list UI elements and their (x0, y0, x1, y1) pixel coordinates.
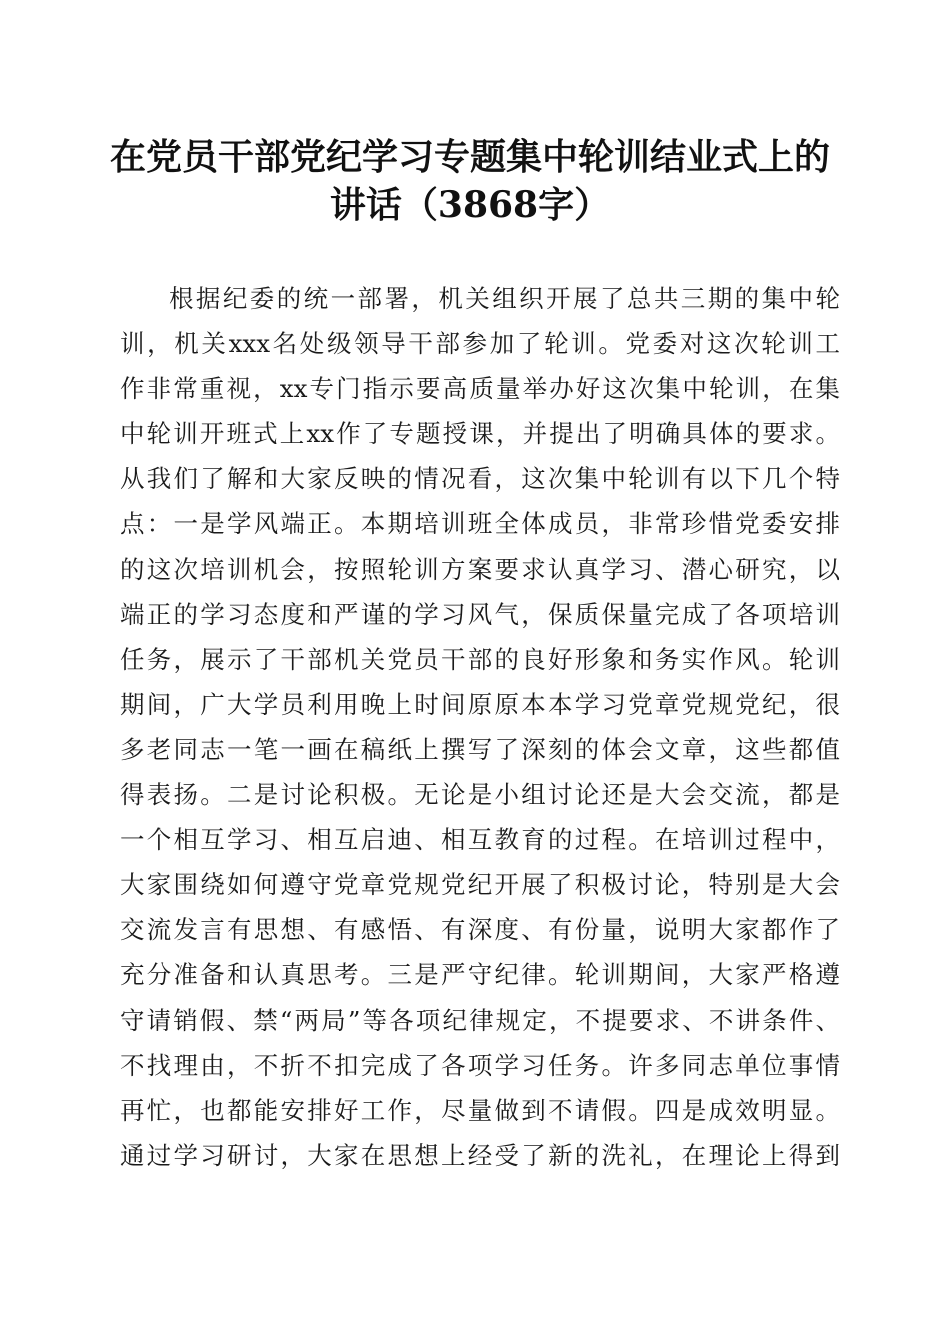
title-line-1: 在党员干部党纪学习专题集中轮训结业式上的 (109, 136, 830, 178)
body-line: 多老同志一笔一画在稿纸上撰写了深刻的体会文章，这些都值 (120, 734, 840, 764)
body-line: 交流发言有思想、有感悟、有深度、有份量，说明大家都作了 (120, 915, 840, 945)
body-line: 点：一是学风端正。本期培训班全体成员，非常珍惜党委安排 (120, 509, 840, 539)
body-line: 中轮训开班式上xx作了专题授课，并提出了明确具体的要求。 (120, 419, 840, 449)
body-line: 再忙，也都能安排好工作，尽量做到不请假。四是成效明显。 (120, 1095, 840, 1125)
body-line: 端正的学习态度和严谨的学习风气，保质保量完成了各项培训 (120, 599, 840, 629)
body-line: 根据纪委的统一部署，机关组织开展了总共三期的集中轮 (169, 284, 840, 313)
body-line: 不找理由，不折不扣完成了各项学习任务。许多同志单位事情 (120, 1050, 840, 1080)
body-line: 作非常重视，xx专门指示要高质量举办好这次集中轮训，在集 (120, 374, 840, 404)
body-line: 通过学习研讨，大家在思想上经受了新的洗礼，在理论上得到 (120, 1140, 840, 1170)
body-line: 任务，展示了干部机关党员干部的良好形象和务实作风。轮训 (120, 644, 840, 674)
body-line: 守请销假、禁“两局”等各项纪律规定，不提要求、不讲条件、 (120, 1005, 840, 1035)
body-line: 期间，广大学员利用晚上时间原原本本学习党章党规党纪，很 (120, 689, 840, 719)
title-line-2: 讲话（3868字） (329, 184, 611, 226)
body-line: 从我们了解和大家反映的情况看，这次集中轮训有以下几个特 (120, 464, 840, 494)
body-line: 充分准备和认真思考。三是严守纪律。轮训期间，大家严格遵 (120, 960, 840, 990)
body-line: 得表扬。二是讨论积极。无论是小组讨论还是大会交流，都是 (120, 780, 840, 810)
document-title (100, 133, 840, 229)
body-line: 训，机关xxx名处级领导干部参加了轮训。党委对这次轮训工 (120, 329, 840, 359)
body-line: 的这次培训机会，按照轮训方案要求认真学习、潜心研究，以 (120, 554, 840, 584)
body-line: 大家围绕如何遵守党章党规党纪开展了积极讨论，特别是大会 (120, 870, 840, 900)
body-paragraph (120, 276, 840, 1178)
body-line: 一个相互学习、相互启迪、相互教育的过程。在培训过程中， (120, 825, 840, 855)
